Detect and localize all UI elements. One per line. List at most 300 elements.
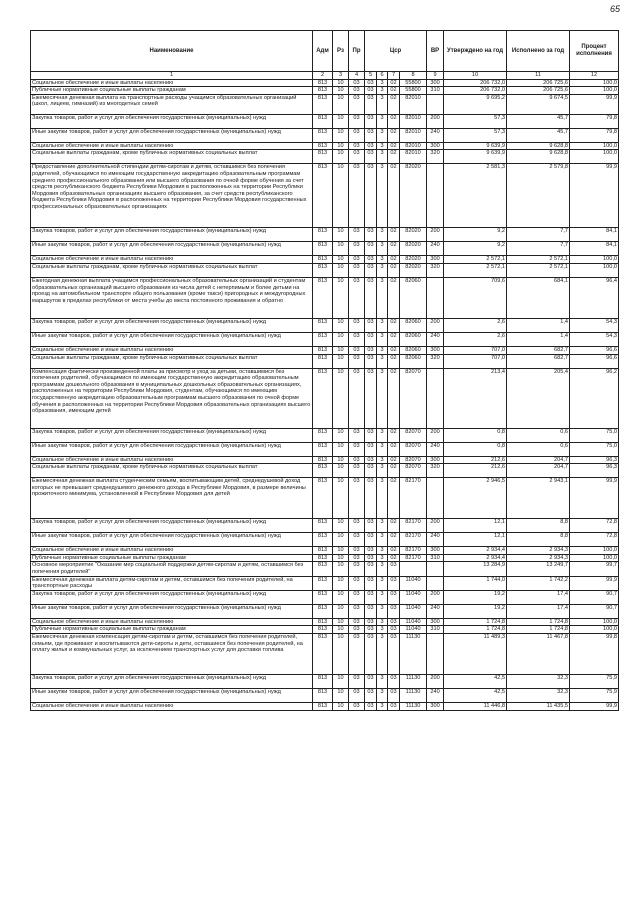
row-executed-cell: 205,4	[507, 368, 570, 428]
row-csr-program-cell: 03	[365, 354, 377, 368]
row-pr-cell: 03	[349, 442, 365, 456]
row-csr-subprogram-cell: 3	[377, 79, 388, 87]
header-adm: Адм	[313, 31, 333, 72]
row-csr-subprogram-cell: 3	[377, 242, 388, 256]
row-vr-cell	[427, 368, 444, 428]
row-csr-program-cell: 03	[365, 87, 377, 95]
row-rz-cell: 10	[333, 428, 349, 442]
row-pr-cell: 03	[349, 94, 365, 114]
table-row	[31, 242, 619, 256]
row-csr-direction-cell: 82070	[400, 442, 427, 456]
table-row	[31, 332, 619, 346]
row-rz-cell: 10	[333, 346, 349, 354]
table-row	[31, 263, 619, 277]
row-vr-cell: 200	[427, 318, 444, 332]
row-csr-program-cell: 03	[365, 633, 377, 674]
row-approved-cell: 707,0	[444, 354, 507, 368]
row-approved-cell: 213,4	[444, 368, 507, 428]
row-csr-event-cell: 02	[388, 242, 400, 256]
row-executed-cell: 2 934,3	[507, 547, 570, 555]
row-executed-cell: 32,3	[507, 688, 570, 702]
row-percent-cell: 100,0	[570, 618, 619, 626]
row-rz-cell: 10	[333, 519, 349, 533]
row-adm-cell: 813	[313, 702, 333, 710]
row-executed-cell: 0,6	[507, 428, 570, 442]
row-percent-cell: 100,0	[570, 150, 619, 164]
row-vr-cell: 200	[427, 114, 444, 128]
row-percent-cell: 96,2	[570, 368, 619, 428]
row-adm-cell: 813	[313, 576, 333, 590]
row-csr-direction-cell: 82020	[400, 263, 427, 277]
row-name-cell: Ежемесячная денежная выплата детям-сиротам и детям, оставшимся без попечения родителей, на транспортные расходы	[31, 576, 313, 590]
row-pr-cell: 03	[349, 456, 365, 464]
row-executed-cell: 9 628,8	[507, 142, 570, 150]
row-csr-event-cell: 02	[388, 464, 400, 478]
row-csr-subprogram-cell: 3	[377, 114, 388, 128]
row-pr-cell: 03	[349, 519, 365, 533]
row-percent-cell: 100,0	[570, 142, 619, 150]
row-csr-event-cell: 02	[388, 554, 400, 562]
row-csr-subprogram-cell: 3	[377, 368, 388, 428]
row-vr-cell: 240	[427, 688, 444, 702]
row-csr-subprogram-cell: 3	[377, 464, 388, 478]
row-rz-cell: 10	[333, 442, 349, 456]
column-number: 5	[365, 72, 377, 80]
row-csr-direction-cell: 82170	[400, 554, 427, 562]
table-row	[31, 428, 619, 442]
row-csr-program-cell: 03	[365, 554, 377, 562]
row-rz-cell: 10	[333, 368, 349, 428]
row-csr-event-cell: 02	[388, 346, 400, 354]
row-csr-subprogram-cell: 3	[377, 562, 388, 576]
row-executed-cell: 13 249,7	[507, 562, 570, 576]
row-percent-cell: 96,6	[570, 354, 619, 368]
row-approved-cell: 19,2	[444, 604, 507, 618]
row-rz-cell: 10	[333, 688, 349, 702]
row-csr-event-cell: 02	[388, 79, 400, 87]
row-executed-cell: 204,7	[507, 464, 570, 478]
row-csr-subprogram-cell: 3	[377, 576, 388, 590]
row-adm-cell: 813	[313, 688, 333, 702]
row-csr-direction-cell: 82170	[400, 478, 427, 519]
row-approved-cell: 42,5	[444, 674, 507, 688]
row-vr-cell: 240	[427, 128, 444, 142]
row-adm-cell: 813	[313, 354, 333, 368]
row-adm-cell: 813	[313, 562, 333, 576]
row-approved-cell: 9,2	[444, 242, 507, 256]
row-approved-cell: 2,6	[444, 318, 507, 332]
row-name-cell: Социальное обеспечение и иные выплаты населению	[31, 79, 313, 87]
column-number: 9	[427, 72, 444, 80]
row-csr-direction-cell: 82170	[400, 519, 427, 533]
row-adm-cell: 813	[313, 442, 333, 456]
row-csr-subprogram-cell: 3	[377, 142, 388, 150]
header-percent: Процент исполнения	[570, 31, 619, 72]
row-csr-program-cell: 03	[365, 142, 377, 150]
row-name-cell: Социальное обеспечение и иные выплаты населению	[31, 346, 313, 354]
row-vr-cell: 320	[427, 464, 444, 478]
row-rz-cell: 10	[333, 332, 349, 346]
row-pr-cell: 03	[349, 228, 365, 242]
row-percent-cell: 75,0	[570, 428, 619, 442]
row-adm-cell: 813	[313, 368, 333, 428]
row-approved-cell: 57,3	[444, 128, 507, 142]
row-csr-program-cell: 03	[365, 368, 377, 428]
row-percent-cell: 99,7	[570, 562, 619, 576]
row-csr-subprogram-cell: 3	[377, 554, 388, 562]
row-approved-cell: 12,1	[444, 533, 507, 547]
row-name-cell: Закупка товаров, работ и услуг для обеспечения государственных (муниципальных) нужд	[31, 428, 313, 442]
row-adm-cell: 813	[313, 464, 333, 478]
row-csr-program-cell: 03	[365, 164, 377, 228]
row-percent-cell: 84,1	[570, 242, 619, 256]
row-executed-cell: 7,7	[507, 228, 570, 242]
table-row	[31, 547, 619, 555]
row-vr-cell: 200	[427, 228, 444, 242]
row-csr-subprogram-cell: 3	[377, 277, 388, 318]
row-executed-cell: 1,4	[507, 332, 570, 346]
row-csr-direction-cell: 55800	[400, 79, 427, 87]
row-approved-cell: 2 572,1	[444, 263, 507, 277]
row-name-cell: Компенсация фактически произведенной платы за присмотр и уход за детьми, оставшимися без попечения родителей, обучающимися по имеющим государственную аккредитацию образовательным программам дошкольного образования в муниципальных дошкольных образовательных организациях, расположенных на территории Республики Мордовия, студентам, обучающимся по имеющим государственную аккредитацию образовательным программам высшего образования по очной форме обучения в расположенных на территории Республики Мордовия образовательных организациях высшего образования, имеющим детей	[31, 368, 313, 428]
row-approved-cell: 2 934,4	[444, 554, 507, 562]
row-csr-event-cell: 03	[388, 633, 400, 674]
header-pr: Пр	[349, 31, 365, 72]
row-csr-subprogram-cell: 3	[377, 618, 388, 626]
row-vr-cell: 300	[427, 618, 444, 626]
row-percent-cell: 100,0	[570, 626, 619, 634]
row-adm-cell: 813	[313, 478, 333, 519]
row-csr-event-cell: 02	[388, 478, 400, 519]
row-csr-direction-cell: 11130	[400, 633, 427, 674]
row-csr-event-cell: 02	[388, 442, 400, 456]
row-csr-program-cell: 03	[365, 346, 377, 354]
row-pr-cell: 03	[349, 576, 365, 590]
row-percent-cell: 79,8	[570, 114, 619, 128]
row-executed-cell: 11 435,5	[507, 702, 570, 710]
row-pr-cell: 03	[349, 626, 365, 634]
row-rz-cell: 10	[333, 633, 349, 674]
row-vr-cell: 240	[427, 604, 444, 618]
row-vr-cell	[427, 478, 444, 519]
row-csr-program-cell: 03	[365, 128, 377, 142]
row-name-cell: Иные закупки товаров, работ и услуг для обеспечения государственных (муниципальных) нужд	[31, 604, 313, 618]
row-rz-cell: 10	[333, 618, 349, 626]
row-rz-cell: 10	[333, 626, 349, 634]
row-csr-event-cell: 02	[388, 456, 400, 464]
row-percent-cell: 96,4	[570, 277, 619, 318]
row-pr-cell: 03	[349, 554, 365, 562]
row-pr-cell: 03	[349, 256, 365, 264]
row-adm-cell: 813	[313, 256, 333, 264]
row-executed-cell: 1 724,8	[507, 626, 570, 634]
row-rz-cell: 10	[333, 87, 349, 95]
table-row	[31, 354, 619, 368]
row-csr-event-cell: 03	[388, 702, 400, 710]
row-pr-cell: 03	[349, 242, 365, 256]
row-rz-cell: 10	[333, 228, 349, 242]
table-row	[31, 87, 619, 95]
row-adm-cell: 813	[313, 519, 333, 533]
table-row	[31, 346, 619, 354]
row-csr-direction-cell: 82170	[400, 547, 427, 555]
row-approved-cell: 707,0	[444, 346, 507, 354]
row-executed-cell: 2 579,8	[507, 164, 570, 228]
row-csr-direction-cell: 82070	[400, 368, 427, 428]
table-row	[31, 128, 619, 142]
row-pr-cell: 03	[349, 114, 365, 128]
table-row	[31, 626, 619, 634]
row-executed-cell: 2 572,1	[507, 256, 570, 264]
row-csr-subprogram-cell: 3	[377, 547, 388, 555]
row-name-cell: Ежегодная денежная выплата учащимся профессиональных образовательных организаций и студентам образовательных организаций высшего образования из числа детей с нетерпимым и более детьми на проезд на автомобильном транспорте общего пользования (кроме такси) пригородных и междугородных маршрутов в пределах республики от места учебы до места постоянного проживания и обратно	[31, 277, 313, 318]
row-executed-cell: 8,8	[507, 533, 570, 547]
row-percent-cell: 54,3	[570, 332, 619, 346]
row-adm-cell: 813	[313, 242, 333, 256]
table-row	[31, 79, 619, 87]
row-csr-direction-cell	[400, 562, 427, 576]
row-csr-subprogram-cell: 3	[377, 590, 388, 604]
table-row	[31, 228, 619, 242]
row-executed-cell: 2 934,3	[507, 554, 570, 562]
row-name-cell: Социальные выплаты гражданам, кроме публичных нормативных социальных выплат	[31, 263, 313, 277]
table-row	[31, 478, 619, 519]
row-pr-cell: 03	[349, 368, 365, 428]
row-csr-event-cell: 02	[388, 142, 400, 150]
row-csr-event-cell: 03	[388, 576, 400, 590]
row-vr-cell	[427, 562, 444, 576]
row-vr-cell: 300	[427, 79, 444, 87]
row-approved-cell: 1 724,8	[444, 626, 507, 634]
row-approved-cell: 19,2	[444, 590, 507, 604]
row-pr-cell: 03	[349, 464, 365, 478]
row-csr-direction-cell: 82020	[400, 256, 427, 264]
table-row	[31, 150, 619, 164]
row-vr-cell: 310	[427, 554, 444, 562]
row-vr-cell: 300	[427, 142, 444, 150]
row-csr-program-cell: 03	[365, 228, 377, 242]
row-rz-cell: 10	[333, 456, 349, 464]
row-rz-cell: 10	[333, 150, 349, 164]
row-csr-program-cell: 03	[365, 478, 377, 519]
row-executed-cell: 206 725,6	[507, 87, 570, 95]
row-csr-subprogram-cell: 3	[377, 428, 388, 442]
row-vr-cell: 200	[427, 428, 444, 442]
row-pr-cell: 03	[349, 263, 365, 277]
row-csr-direction-cell: 82010	[400, 142, 427, 150]
row-pr-cell: 03	[349, 562, 365, 576]
row-approved-cell: 2,6	[444, 332, 507, 346]
row-csr-direction-cell: 82070	[400, 428, 427, 442]
column-number: 10	[444, 72, 507, 80]
row-csr-program-cell: 03	[365, 256, 377, 264]
row-vr-cell: 240	[427, 533, 444, 547]
row-executed-cell: 1 724,8	[507, 618, 570, 626]
row-csr-subprogram-cell: 3	[377, 626, 388, 634]
row-approved-cell: 212,6	[444, 464, 507, 478]
row-adm-cell: 813	[313, 633, 333, 674]
row-csr-event-cell: 02	[388, 519, 400, 533]
row-csr-event-cell: 03	[388, 618, 400, 626]
row-rz-cell: 10	[333, 590, 349, 604]
row-csr-program-cell: 03	[365, 618, 377, 626]
row-percent-cell: 100,0	[570, 263, 619, 277]
row-vr-cell: 200	[427, 590, 444, 604]
row-rz-cell: 10	[333, 256, 349, 264]
row-vr-cell: 310	[427, 626, 444, 634]
row-rz-cell: 10	[333, 533, 349, 547]
row-vr-cell	[427, 576, 444, 590]
row-name-cell: Основное мероприятие "Оказание мер социальной поддержки детям-сиротам и детям, оставшимся без попечения родителей"	[31, 562, 313, 576]
row-adm-cell: 813	[313, 346, 333, 354]
row-csr-direction-cell: 82070	[400, 456, 427, 464]
table-row	[31, 519, 619, 533]
row-csr-subprogram-cell: 3	[377, 604, 388, 618]
row-csr-subprogram-cell: 3	[377, 442, 388, 456]
row-rz-cell: 10	[333, 318, 349, 332]
row-approved-cell: 709,6	[444, 277, 507, 318]
table-row	[31, 256, 619, 264]
row-csr-event-cell: 02	[388, 547, 400, 555]
row-rz-cell: 10	[333, 114, 349, 128]
row-csr-program-cell: 03	[365, 442, 377, 456]
row-executed-cell: 682,7	[507, 346, 570, 354]
row-pr-cell: 03	[349, 164, 365, 228]
page-number: 65	[609, 4, 620, 14]
row-csr-subprogram-cell: 3	[377, 519, 388, 533]
row-csr-program-cell: 03	[365, 263, 377, 277]
row-executed-cell: 7,7	[507, 242, 570, 256]
row-approved-cell: 206 732,0	[444, 87, 507, 95]
table-row	[31, 554, 619, 562]
row-percent-cell: 54,3	[570, 318, 619, 332]
row-csr-subprogram-cell: 3	[377, 674, 388, 688]
row-rz-cell: 10	[333, 674, 349, 688]
row-executed-cell: 32,3	[507, 674, 570, 688]
row-approved-cell: 11 489,3	[444, 633, 507, 674]
row-name-cell: Предоставление дополнительной стипендии детям-сиротам и детям, оставшимся без попечения родителей, обучающимся по имеющим государственную аккредитацию образовательным программам среднего профессионального образования или высшего образования по очной форме обучения за счет средств республиканского бюджета Республики Мордовия в расположенных на территории Республики Мордовия образовательных организациях высшего образования, за счет средств республиканского бюджета Республики Мордовия в расположенных на территории Республики Мордовия государственных профессиональных образовательных организациях	[31, 164, 313, 228]
row-adm-cell: 813	[313, 674, 333, 688]
row-adm-cell: 813	[313, 150, 333, 164]
row-adm-cell: 813	[313, 94, 333, 114]
row-percent-cell: 75,9	[570, 688, 619, 702]
row-name-cell: Социальное обеспечение и иные выплаты населению	[31, 456, 313, 464]
row-csr-event-cell: 02	[388, 318, 400, 332]
row-pr-cell: 03	[349, 332, 365, 346]
row-vr-cell: 300	[427, 346, 444, 354]
row-rz-cell: 10	[333, 478, 349, 519]
table-row	[31, 533, 619, 547]
row-pr-cell: 03	[349, 604, 365, 618]
table-header-row	[31, 31, 619, 72]
row-approved-cell: 9 639,9	[444, 150, 507, 164]
table-row	[31, 277, 619, 318]
row-csr-direction-cell: 11130	[400, 688, 427, 702]
row-name-cell: Иные закупки товаров, работ и услуг для обеспечения государственных (муниципальных) нужд	[31, 242, 313, 256]
row-name-cell: Ежемесячная денежная выплата на транспортные расходы учащимся образовательных организаций (школ, лицеев, гимназий) из многодетных семей	[31, 94, 313, 114]
row-csr-direction-cell: 82060	[400, 277, 427, 318]
row-percent-cell: 100,0	[570, 87, 619, 95]
row-pr-cell: 03	[349, 277, 365, 318]
column-number: 11	[507, 72, 570, 80]
row-rz-cell: 10	[333, 464, 349, 478]
row-csr-subprogram-cell: 3	[377, 228, 388, 242]
row-csr-subprogram-cell: 3	[377, 332, 388, 346]
row-name-cell: Социальное обеспечение и иные выплаты населению	[31, 618, 313, 626]
row-csr-event-cell: 02	[388, 164, 400, 228]
row-adm-cell: 813	[313, 228, 333, 242]
row-adm-cell: 813	[313, 79, 333, 87]
row-executed-cell: 204,7	[507, 456, 570, 464]
row-name-cell: Закупка товаров, работ и услуг для обеспечения государственных (муниципальных) нужд	[31, 519, 313, 533]
header-csr: Цср	[365, 31, 427, 72]
row-csr-subprogram-cell: 3	[377, 150, 388, 164]
row-adm-cell: 813	[313, 318, 333, 332]
row-pr-cell: 03	[349, 618, 365, 626]
row-approved-cell: 9 639,9	[444, 142, 507, 150]
row-csr-program-cell: 03	[365, 277, 377, 318]
row-pr-cell: 03	[349, 128, 365, 142]
row-percent-cell: 84,1	[570, 228, 619, 242]
row-csr-program-cell: 03	[365, 547, 377, 555]
row-csr-program-cell: 03	[365, 114, 377, 128]
row-name-cell: Публичные нормативные социальные выплаты гражданам	[31, 626, 313, 634]
row-rz-cell: 10	[333, 164, 349, 228]
row-rz-cell: 10	[333, 354, 349, 368]
row-name-cell: Социальные выплаты гражданам, кроме публичных нормативных социальных выплат	[31, 464, 313, 478]
row-pr-cell: 03	[349, 79, 365, 87]
row-csr-subprogram-cell: 3	[377, 94, 388, 114]
row-executed-cell: 11 467,8	[507, 633, 570, 674]
row-csr-subprogram-cell: 3	[377, 256, 388, 264]
row-adm-cell: 813	[313, 87, 333, 95]
row-rz-cell: 10	[333, 576, 349, 590]
row-adm-cell: 813	[313, 332, 333, 346]
row-pr-cell: 03	[349, 688, 365, 702]
table-row	[31, 604, 619, 618]
row-vr-cell: 300	[427, 702, 444, 710]
row-executed-cell: 682,7	[507, 354, 570, 368]
row-pr-cell: 03	[349, 150, 365, 164]
row-csr-subprogram-cell: 3	[377, 87, 388, 95]
row-percent-cell: 99,9	[570, 164, 619, 228]
row-executed-cell: 17,4	[507, 604, 570, 618]
row-csr-direction-cell: 82170	[400, 533, 427, 547]
row-csr-subprogram-cell: 3	[377, 533, 388, 547]
header-executed: Исполнено за год	[507, 31, 570, 72]
row-vr-cell: 300	[427, 456, 444, 464]
row-csr-event-cell: 02	[388, 228, 400, 242]
row-percent-cell: 100,0	[570, 79, 619, 87]
row-adm-cell: 813	[313, 428, 333, 442]
row-executed-cell: 0,6	[507, 442, 570, 456]
row-approved-cell: 0,8	[444, 442, 507, 456]
row-csr-subprogram-cell: 3	[377, 164, 388, 228]
row-adm-cell: 813	[313, 590, 333, 604]
row-csr-event-cell: 02	[388, 277, 400, 318]
row-adm-cell: 813	[313, 263, 333, 277]
table-row	[31, 590, 619, 604]
column-number: 12	[570, 72, 619, 80]
row-adm-cell: 813	[313, 533, 333, 547]
row-vr-cell: 320	[427, 150, 444, 164]
row-pr-cell: 03	[349, 478, 365, 519]
table-row	[31, 142, 619, 150]
header-approved: Утверждено на год	[444, 31, 507, 72]
row-name-cell: Закупка товаров, работ и услуг для обеспечения государственных (муниципальных) нужд	[31, 590, 313, 604]
row-csr-event-cell: 02	[388, 87, 400, 95]
row-adm-cell: 813	[313, 277, 333, 318]
